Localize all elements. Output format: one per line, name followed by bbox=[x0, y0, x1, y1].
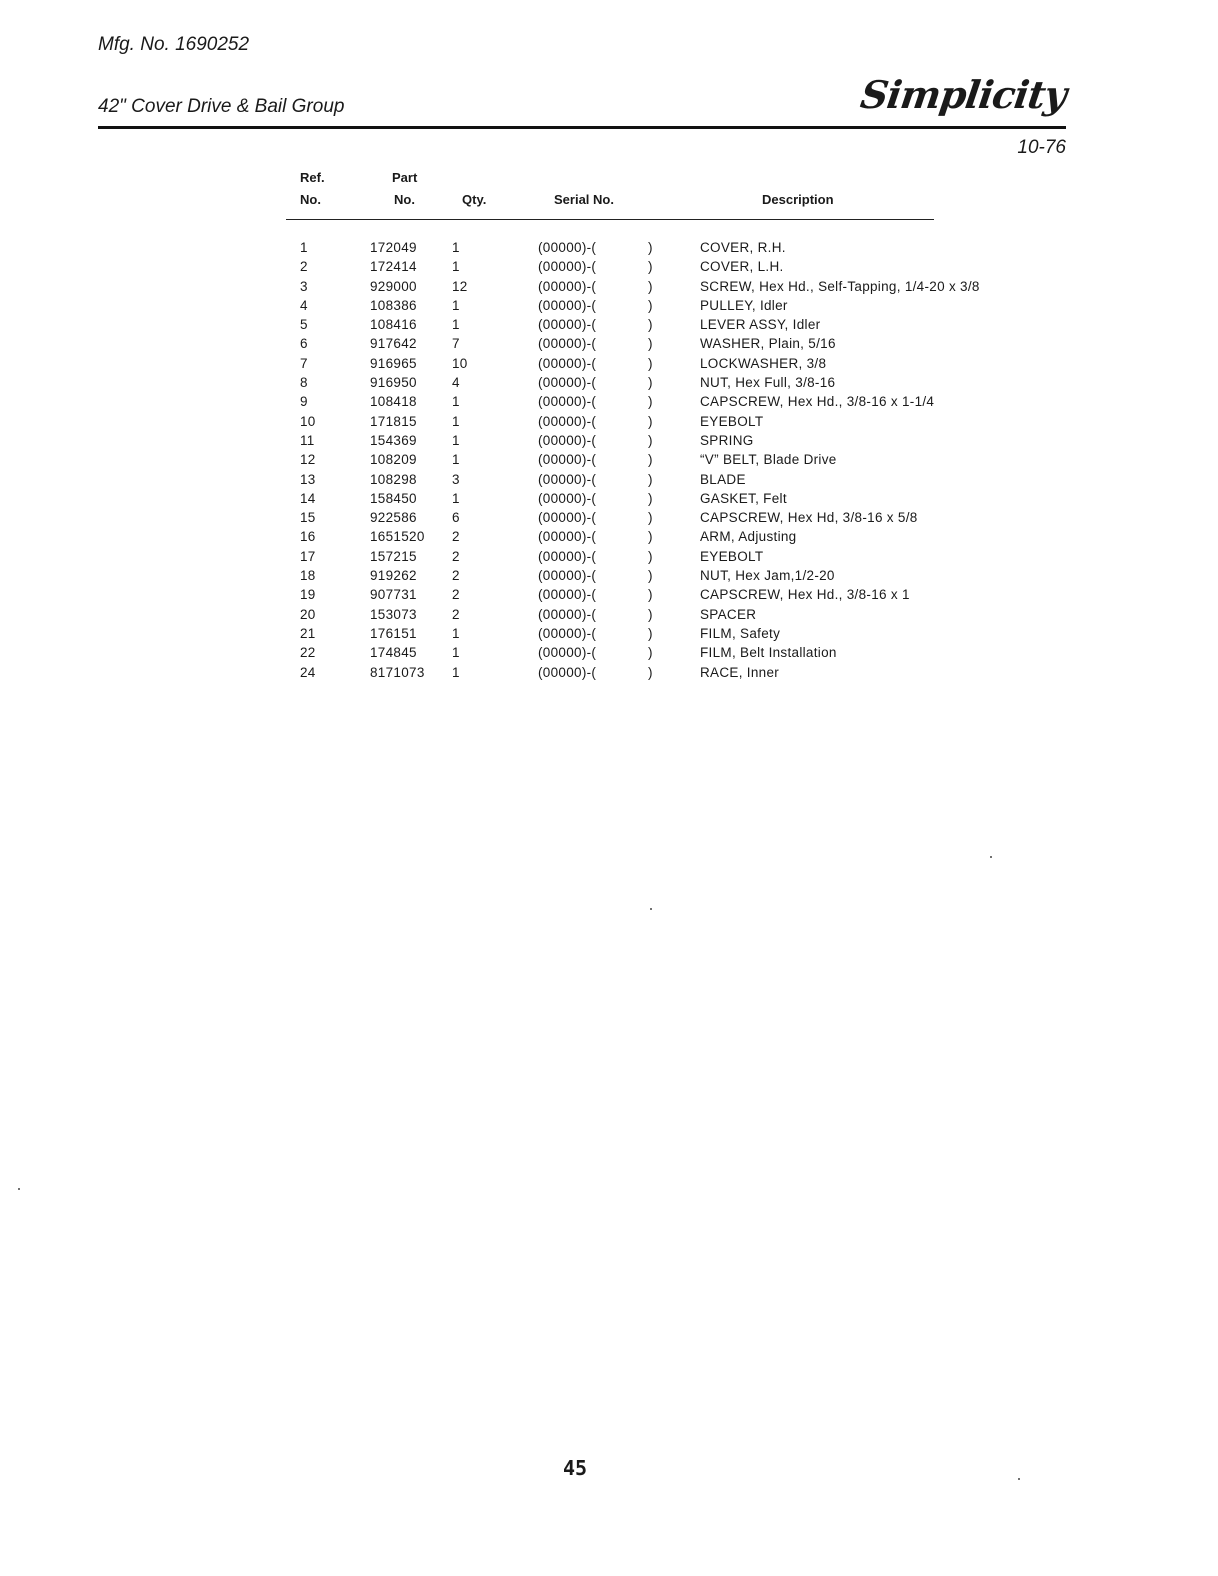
serial-number: (00000)-( bbox=[538, 664, 597, 680]
table-row bbox=[286, 257, 980, 276]
part-number: 108209 bbox=[370, 452, 417, 468]
ref-number: 22 bbox=[300, 645, 316, 661]
serial-bracket: ) bbox=[648, 432, 653, 448]
part-number: 916965 bbox=[370, 355, 417, 371]
table-row bbox=[286, 547, 980, 566]
table-row bbox=[286, 643, 980, 662]
serial-bracket: ) bbox=[648, 452, 653, 468]
description: CAPSCREW, Hex Hd., 3/8-16 x 1 bbox=[700, 587, 910, 603]
part-number: 1651520 bbox=[370, 529, 425, 545]
serial-number: (00000)-( bbox=[538, 278, 597, 294]
quantity: 12 bbox=[452, 278, 468, 294]
table-row bbox=[286, 354, 980, 373]
col-header-serial: Serial No. bbox=[554, 192, 614, 207]
quantity: 2 bbox=[452, 606, 460, 622]
quantity: 2 bbox=[452, 529, 460, 545]
serial-number: (00000)-( bbox=[538, 336, 597, 352]
part-number: 154369 bbox=[370, 432, 417, 448]
ref-number: 24 bbox=[300, 664, 316, 680]
ref-number: 8 bbox=[300, 375, 308, 391]
table-row bbox=[286, 238, 980, 257]
quantity: 1 bbox=[452, 645, 460, 661]
description: LOCKWASHER, 3/8 bbox=[700, 355, 827, 371]
description: FILM, Safety bbox=[700, 625, 781, 641]
part-number: 922586 bbox=[370, 510, 417, 526]
ref-number: 21 bbox=[300, 625, 316, 641]
description: RACE, Inner bbox=[700, 664, 780, 680]
table-row bbox=[286, 585, 980, 604]
scan-speck bbox=[1018, 1478, 1020, 1480]
description: GASKET, Felt bbox=[700, 490, 787, 506]
serial-bracket: ) bbox=[648, 240, 653, 255]
part-number: 108298 bbox=[370, 471, 417, 487]
part-number: 916950 bbox=[370, 375, 417, 391]
ref-number: 15 bbox=[300, 510, 316, 526]
serial-bracket: ) bbox=[648, 645, 653, 661]
ref-number: 12 bbox=[300, 452, 316, 468]
table-row bbox=[286, 412, 980, 431]
description: COVER, L.H. bbox=[700, 259, 784, 275]
ref-number: 1 bbox=[300, 240, 308, 255]
serial-bracket: ) bbox=[648, 355, 653, 371]
col-header-qty: Qty. bbox=[462, 192, 487, 207]
serial-number: (00000)-( bbox=[538, 375, 597, 391]
ref-number: 16 bbox=[300, 529, 316, 545]
table-row bbox=[286, 605, 980, 624]
ref-number: 14 bbox=[300, 490, 316, 506]
serial-number: (00000)-( bbox=[538, 317, 597, 333]
table-row bbox=[286, 663, 980, 682]
quantity: 2 bbox=[452, 548, 460, 564]
serial-bracket: ) bbox=[648, 278, 653, 294]
ref-number: 6 bbox=[300, 336, 308, 352]
quantity: 1 bbox=[452, 490, 460, 506]
ref-number: 4 bbox=[300, 297, 308, 313]
serial-bracket: ) bbox=[648, 259, 653, 275]
description: SCREW, Hex Hd., Self-Tapping, 1/4-20 x 3/8 bbox=[700, 278, 980, 294]
scan-speck bbox=[990, 856, 992, 858]
description: PULLEY, Idler bbox=[700, 297, 788, 313]
col-header-part-bottom: No. bbox=[394, 192, 415, 207]
part-number: 8171073 bbox=[370, 664, 425, 680]
ref-number: 20 bbox=[300, 606, 316, 622]
description: BLADE bbox=[700, 471, 746, 487]
part-number: 174845 bbox=[370, 645, 417, 661]
serial-bracket: ) bbox=[648, 490, 653, 506]
table-row bbox=[286, 566, 980, 585]
serial-number: (00000)-( bbox=[538, 645, 597, 661]
quantity: 10 bbox=[452, 355, 468, 371]
quantity: 1 bbox=[452, 664, 460, 680]
parts-table-body bbox=[286, 238, 980, 682]
part-number: 153073 bbox=[370, 606, 417, 622]
brand-logo: Simplicity bbox=[858, 72, 1070, 117]
serial-number: (00000)-( bbox=[538, 394, 597, 410]
quantity: 3 bbox=[452, 471, 460, 487]
description: ARM, Adjusting bbox=[700, 529, 797, 545]
description: “V” BELT, Blade Drive bbox=[700, 452, 837, 468]
quantity: 1 bbox=[452, 259, 460, 275]
quantity: 1 bbox=[452, 452, 460, 468]
serial-bracket: ) bbox=[648, 394, 653, 410]
part-number: 157215 bbox=[370, 548, 417, 564]
ref-number: 9 bbox=[300, 394, 308, 410]
quantity: 1 bbox=[452, 394, 460, 410]
serial-bracket: ) bbox=[648, 568, 653, 584]
serial-bracket: ) bbox=[648, 664, 653, 680]
quantity: 1 bbox=[452, 317, 460, 333]
table-row bbox=[286, 392, 980, 411]
table-row bbox=[286, 470, 980, 489]
serial-bracket: ) bbox=[648, 587, 653, 603]
table-row bbox=[286, 431, 980, 450]
quantity: 1 bbox=[452, 432, 460, 448]
header-rule bbox=[98, 126, 1066, 129]
quantity: 1 bbox=[452, 240, 460, 255]
col-header-description: Description bbox=[762, 192, 834, 207]
serial-number: (00000)-( bbox=[538, 606, 597, 622]
serial-number: (00000)-( bbox=[538, 259, 597, 275]
quantity: 7 bbox=[452, 336, 460, 352]
serial-bracket: ) bbox=[648, 336, 653, 352]
quantity: 4 bbox=[452, 375, 460, 391]
part-number: 907731 bbox=[370, 587, 417, 603]
description: CAPSCREW, Hex Hd., 3/8-16 x 1-1/4 bbox=[700, 394, 935, 410]
col-header-ref-top: Ref. bbox=[300, 170, 325, 185]
mfg-number: Mfg. No. 1690252 bbox=[98, 34, 250, 55]
part-number: 172414 bbox=[370, 259, 417, 275]
serial-bracket: ) bbox=[648, 413, 653, 429]
part-number: 919262 bbox=[370, 568, 417, 584]
col-header-ref-bottom: No. bbox=[300, 192, 321, 207]
ref-number: 19 bbox=[300, 587, 316, 603]
table-row bbox=[286, 373, 980, 392]
part-number: 108418 bbox=[370, 394, 417, 410]
table-row bbox=[286, 277, 980, 296]
ref-number: 17 bbox=[300, 548, 316, 564]
quantity: 6 bbox=[452, 510, 460, 526]
description: EYEBOLT bbox=[700, 548, 764, 564]
table-row bbox=[286, 489, 980, 508]
serial-bracket: ) bbox=[648, 625, 653, 641]
ref-number: 10 bbox=[300, 413, 316, 429]
quantity: 2 bbox=[452, 587, 460, 603]
serial-number: (00000)-( bbox=[538, 548, 597, 564]
description: LEVER ASSY, Idler bbox=[700, 317, 821, 333]
serial-number: (00000)-( bbox=[538, 568, 597, 584]
ref-number: 11 bbox=[300, 432, 315, 448]
parts-table bbox=[286, 238, 980, 682]
serial-number: (00000)-( bbox=[538, 625, 597, 641]
table-row bbox=[286, 450, 980, 469]
ref-number: 3 bbox=[300, 278, 308, 294]
part-number: 158450 bbox=[370, 490, 417, 506]
revision-date: 10-76 bbox=[1017, 137, 1066, 158]
serial-number: (00000)-( bbox=[538, 529, 597, 545]
serial-number: (00000)-( bbox=[538, 297, 597, 313]
serial-bracket: ) bbox=[648, 529, 653, 545]
serial-bracket: ) bbox=[648, 548, 653, 564]
description: SPRING bbox=[700, 432, 754, 448]
col-header-part-top: Part bbox=[392, 170, 418, 185]
column-header-rule bbox=[286, 219, 934, 220]
serial-bracket: ) bbox=[648, 297, 653, 313]
table-row bbox=[286, 624, 980, 643]
serial-number: (00000)-( bbox=[538, 240, 597, 255]
table-row bbox=[286, 527, 980, 546]
ref-number: 7 bbox=[300, 355, 308, 371]
description: COVER, R.H. bbox=[700, 240, 786, 255]
serial-number: (00000)-( bbox=[538, 510, 597, 526]
serial-number: (00000)-( bbox=[538, 471, 597, 487]
quantity: 1 bbox=[452, 625, 460, 641]
serial-number: (00000)-( bbox=[538, 432, 597, 448]
serial-number: (00000)-( bbox=[538, 490, 597, 506]
serial-number: (00000)-( bbox=[538, 413, 597, 429]
table-row bbox=[286, 315, 980, 334]
page-title: 42" Cover Drive & Bail Group bbox=[98, 96, 345, 117]
ref-number: 13 bbox=[300, 471, 316, 487]
description: WASHER, Plain, 5/16 bbox=[700, 336, 836, 352]
ref-number: 5 bbox=[300, 317, 308, 333]
part-number: 108386 bbox=[370, 297, 417, 313]
description: NUT, Hex Jam,1/2-20 bbox=[700, 568, 835, 584]
description: SPACER bbox=[700, 606, 757, 622]
part-number: 108416 bbox=[370, 317, 417, 333]
description: FILM, Belt Installation bbox=[700, 645, 837, 661]
scan-speck bbox=[650, 908, 652, 910]
serial-bracket: ) bbox=[648, 510, 653, 526]
part-number: 917642 bbox=[370, 336, 417, 352]
ref-number: 2 bbox=[300, 259, 308, 275]
serial-bracket: ) bbox=[648, 471, 653, 487]
description: NUT, Hex Full, 3/8-16 bbox=[700, 375, 836, 391]
serial-number: (00000)-( bbox=[538, 587, 597, 603]
quantity: 2 bbox=[452, 568, 460, 584]
serial-bracket: ) bbox=[648, 375, 653, 391]
quantity: 1 bbox=[452, 413, 460, 429]
serial-number: (00000)-( bbox=[538, 355, 597, 371]
part-number: 176151 bbox=[370, 625, 417, 641]
description: CAPSCREW, Hex Hd, 3/8-16 x 5/8 bbox=[700, 510, 918, 526]
serial-bracket: ) bbox=[648, 606, 653, 622]
part-number: 172049 bbox=[370, 240, 417, 255]
serial-bracket: ) bbox=[648, 317, 653, 333]
table-row bbox=[286, 334, 980, 353]
page-number: 45 bbox=[562, 1456, 588, 1480]
part-number: 171815 bbox=[370, 413, 417, 429]
table-row bbox=[286, 296, 980, 315]
quantity: 1 bbox=[452, 297, 460, 313]
description: EYEBOLT bbox=[700, 413, 764, 429]
scan-speck bbox=[18, 1188, 20, 1190]
serial-number: (00000)-( bbox=[538, 452, 597, 468]
ref-number: 18 bbox=[300, 568, 316, 584]
part-number: 929000 bbox=[370, 278, 417, 294]
table-row bbox=[286, 508, 980, 527]
